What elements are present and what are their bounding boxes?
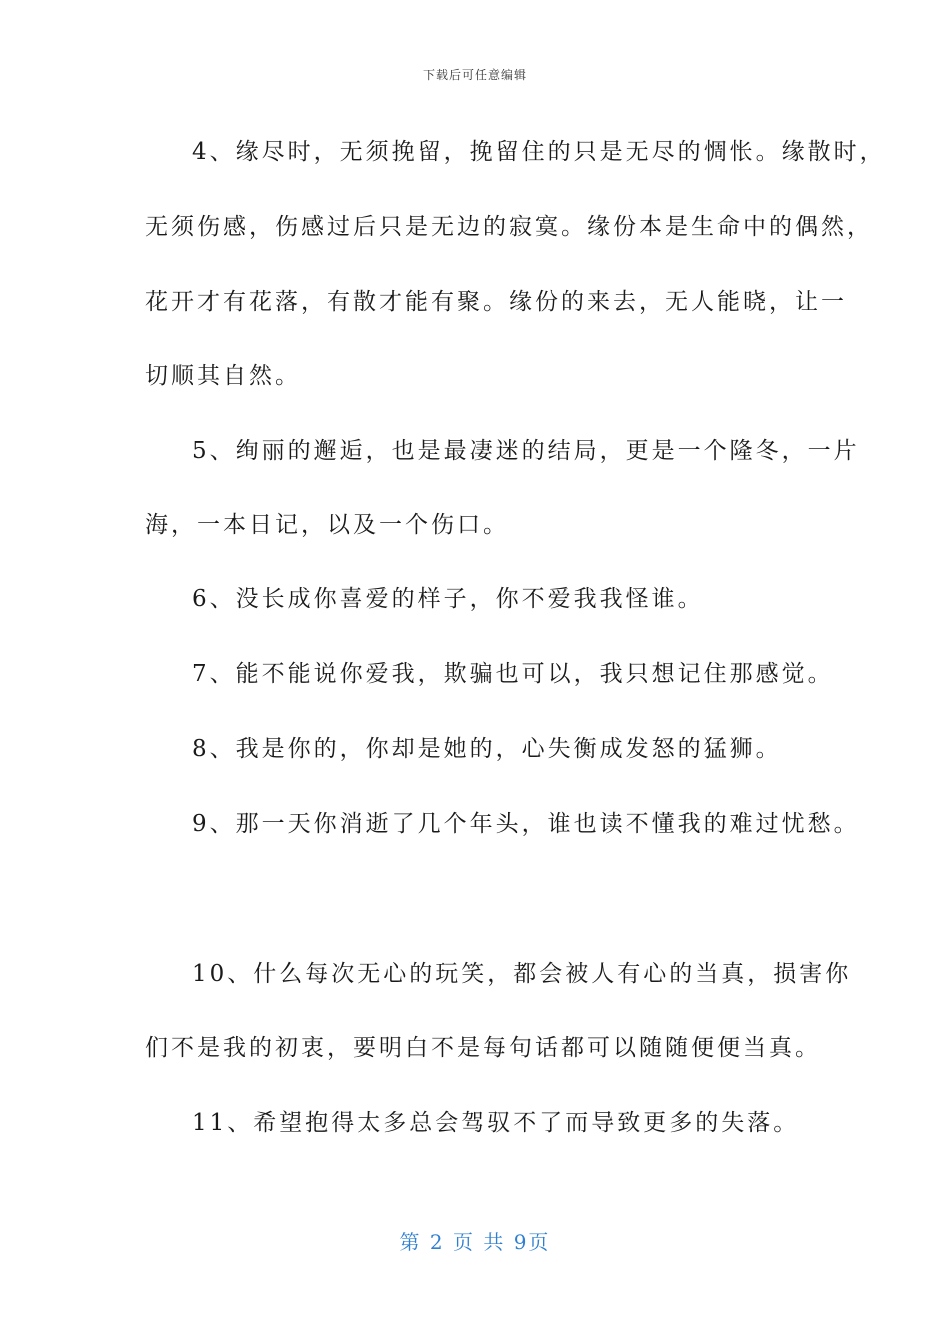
text-line: 花开才有花落，有散才能有聚。缘份的来去，无人能晓，让一 [145,289,847,315]
text-line: 10、什么每次无心的玩笑，都会被人有心的当真，损害你 [192,961,852,987]
text-line: 4、缘尽时，无须挽留，挽留住的只是无尽的惆怅。缘散时， [192,139,886,165]
text-line: 7、能不能说你爱我，欺骗也可以，我只想记住那感觉。 [192,661,834,687]
text-line: 11、希望抱得太多总会驾驭不了而导致更多的失落。 [192,1110,800,1136]
text-line: 们不是我的初衷，要明白不是每句话都可以随随便便当真。 [145,1035,821,1061]
text-line: 9、那一天你消逝了几个年头，谁也读不懂我的难过忧愁。 [192,811,860,837]
page-footer: 第 2 页 共 9页 [399,1230,551,1254]
text-line: 无须伤感，伤感过后只是无边的寂寞。缘份本是生命中的偶然， [145,214,873,240]
text-line: 5、绚丽的邂逅，也是最凄迷的结局，更是一个隆冬，一片 [192,438,860,464]
text-line: 海，一本日记，以及一个伤口。 [145,512,509,538]
text-line: 8、我是你的，你却是她的，心失衡成发怒的猛狮。 [192,736,782,762]
text-line: 切顺其自然。 [145,363,301,389]
text-line: 6、没长成你喜爱的样子，你不爱我我怪谁。 [192,586,704,612]
page-header: 下载后可任意编辑 [422,68,527,82]
